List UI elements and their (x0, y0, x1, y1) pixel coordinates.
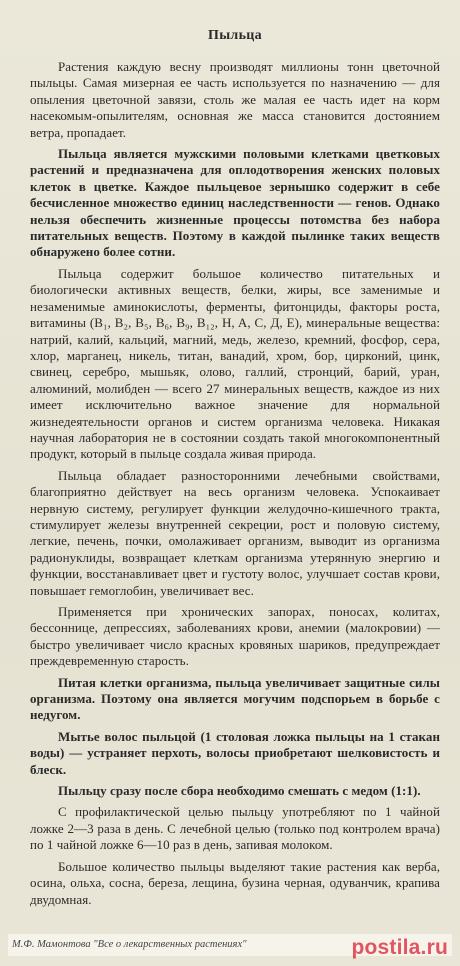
paragraph-healing-properties: Пыльца обладает разносторонними лечебными свойствами, благоприятно действует на весь организм человека. Успокаивает нервную систему, регулирует функции желудочно-кишечного тракта, стимулирует железы внутренней секреции, рост и половую систему, легкие, печень, почки, омолаживает организм, выводит из организма радионуклиды, возвращает клеткам организма утерянную энергию и функции, восстанавливает цвет и густоту волос, улучшает состав крови, повышает гемоглобин, увеличивает вес. (30, 467, 440, 598)
paragraph-dosage: С профилактической целью пыльцу употребляют по 1 чайной ложке 2—3 раза в день. С лечебной целью (только под контролем врача) по 1 чайной ложке 6—10 раз в день, запивая молоком. (30, 804, 440, 853)
paragraph-pollen-definition: Пыльца является мужскими половыми клетками цветковых растений и предназначена для оплодотворения женских половых клеток в цветке. Каждое пыльцевое зернышко содержит в себе бесчисленное множество единиц наследственности — генов. Однако нельзя обеспечить жизненные процессы потомства без набора питательных веществ. Поэтому в каждой пылинке таких веществ обнаружено более сотни. (30, 146, 440, 260)
paragraph-intro: Растения каждую весну производят миллионы тонн цветочной пыльцы. Самая мизерная ее часть используется по назначению — для опыления цветочной завязи, столь же малая ее часть идет на корм насекомым-опылителям, основная же масса становится достоянием ветра, пропадает. (30, 59, 440, 140)
source-footer: М.Ф. Мамонтова "Все о лекарственных растениях" (8, 934, 452, 956)
paragraph-plants: Большое количество пыльцы выделяют такие растения как верба, осина, ольха, сосна, береза, лещина, бузина черная, одуванчик, крапива двудомная. (30, 858, 440, 907)
paragraph-honey-mix: Пыльцу сразу после сбора необходимо смешать с медом (1:1). (58, 783, 421, 799)
paragraph-composition: Пыльца содержит большое количество питательных и биологически активных веществ, белки, жиры, все заменимые и незаменимые аминокислоты, ферменты, фитонциды, факторы роста, витамины (B₁, B₂, B₅, B₆, B₉, B₁₂, H, A, C, Д, E), минеральные вещества: натрий, калий, кальций, магний, медь, железо, кремний, фосфор, сера, хлор, марганец, никель, титан, ванадий, хром, бор, цирконий, цинк, свинец, серебро, мышьяк, олово, галлий, стронций, барий, уран, алюминий, молибден — всего 27 минеральных веществ, каждое из них имеет исключительно важное значение для нормальной жизнедеятельности органов и систем организма человека. Никакая научная лаборатория не в состоянии создать такой многокомпонентный продукт, который в пыльце создала живая природа. (30, 265, 440, 462)
paragraph-hair-wash: Мытье волос пыльцой (1 столовая ложка пыльцы на 1 стакан воды) — устраняет перхоть, волосы приобретают шелковистость и блеск. (30, 728, 440, 777)
paragraph-applications: Применяется при хронических запорах, поносах, колитах, бессоннице, депрессиях, заболеваниях крови, анемии (малокровии) — быстро увеличивает число красных кровяных шариков, предупреждает преждевременную старость. (30, 604, 440, 669)
page-title: Пыльца (208, 28, 262, 43)
site-watermark: postila.ru (351, 936, 448, 959)
paragraph-immunity: Питая клетки организма, пыльца увеличивает защитные силы организма. Поэтому она является могучим подспорьем в борьбе с недугом. (30, 674, 440, 723)
